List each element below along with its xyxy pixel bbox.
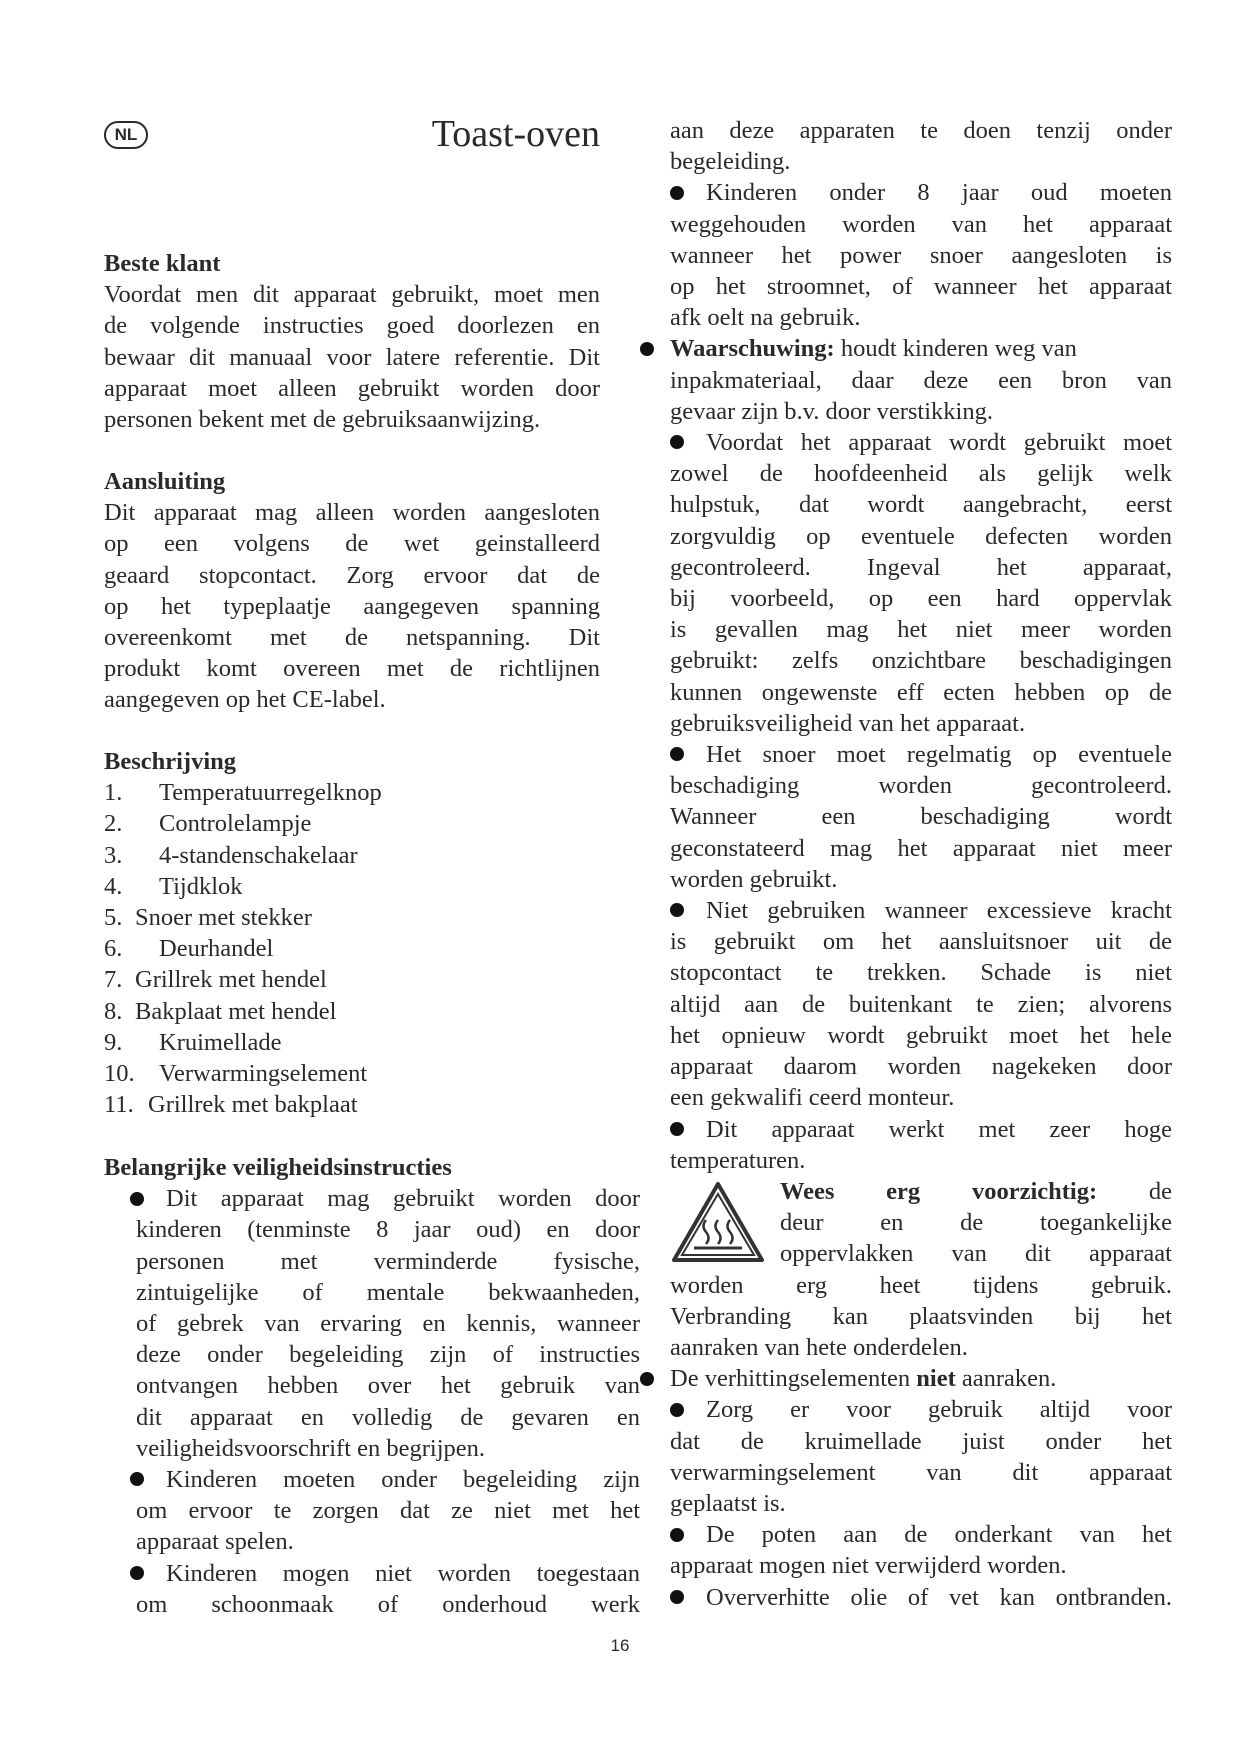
item-label: Temperatuurregelknop (159, 779, 382, 807)
language-badge: NL (104, 121, 148, 149)
bullet-icon (130, 1192, 144, 1206)
item-label: Controlelampje (159, 810, 312, 838)
bullet-icon (670, 903, 684, 917)
safety-bullet (136, 1558, 640, 1620)
intro-section (104, 248, 600, 435)
item-label: Deurhandel (159, 935, 274, 963)
careful-label: Wees erg voorzichtig: (780, 1177, 1098, 1205)
bullet-icon (670, 186, 684, 200)
item-number: 11. (104, 1091, 134, 1119)
item-number: 7. (104, 966, 123, 994)
bullet-line: of gebrek van ervaring en kennis, wanneer (136, 1310, 640, 1338)
item-number: 8. (104, 997, 123, 1025)
bullet-text: aanraken. (955, 1365, 1057, 1393)
careful-line: aanraken van hete onderdelen. (670, 1333, 968, 1361)
item-number: 2. (104, 810, 123, 838)
connection-line: geaard stopcontact. Zorg ervoor dat de (104, 561, 600, 589)
bullet-crumb-tray (670, 1394, 1172, 1519)
item-number: 5. (104, 904, 123, 932)
parts-list-item (104, 840, 600, 871)
bullet-line: wanneer het power snoer aangesloten is (670, 241, 1172, 269)
bullet-oil (670, 1582, 1172, 1613)
bullet-high-temperature (670, 1114, 1172, 1176)
careful-line: worden erg heet tijdens gebruik. (670, 1271, 1172, 1299)
item-label: Snoer met stekker (135, 904, 312, 932)
bullet-text: Voordat het apparaat wordt gebruikt moet (706, 429, 1172, 457)
bullet-text: Het snoer moet regelmatig op eventuele (706, 741, 1172, 769)
bullet-line: is gebruikt om het aansluitsnoer uit de (670, 928, 1172, 956)
bullet-line: geplaatst is. (670, 1489, 786, 1517)
bullet-line: gebruikt: zelfs onzichtbare beschadigingen (670, 647, 1172, 675)
connection-line: op een volgens de wet geinstalleerd (104, 530, 600, 558)
bullet-line: het opnieuw wordt gebruikt moet het hele (670, 1021, 1172, 1049)
connection-line: Dit apparaat mag alleen worden aangesloten (104, 499, 600, 527)
bullet-line: zorgvuldig op eventuele defecten worden (670, 522, 1172, 550)
bullet-line: dat de kruimellade juist onder het (670, 1427, 1172, 1455)
bullet-text: Kinderen moeten onder begeleiding zijn (166, 1466, 640, 1494)
connection-line: overeenkomt met de netspanning. Dit (104, 624, 600, 652)
bullet-line: weggehouden worden van het apparaat (670, 210, 1172, 238)
item-number: 10. (104, 1060, 135, 1088)
intro-line: apparaat moet alleen gebruikt worden door (104, 374, 600, 402)
bullet-line: apparaat mogen niet verwijderd worden. (670, 1552, 1067, 1580)
parts-list-item (104, 902, 600, 933)
safety-section-right (670, 115, 1172, 1613)
intro-heading: Beste klant (104, 250, 221, 277)
bullet-icon (670, 435, 684, 449)
parts-list (104, 777, 600, 1120)
bullet-line: dit apparaat en volledig de gevaren en (136, 1403, 640, 1431)
bullet-line: personen met verminderde fysische, (136, 1247, 640, 1275)
bullet-excessive-force (670, 895, 1172, 1113)
bullet-line: beschadiging worden gecontroleerd. (670, 772, 1172, 800)
parts-list-item (104, 1089, 600, 1120)
parts-list-item (104, 996, 600, 1027)
careful-line: deur en de toegankelijke (780, 1209, 1172, 1237)
bullet-line: een gekwalifi ceerd monteur. (670, 1084, 955, 1112)
item-number: 6. (104, 935, 123, 963)
connection-line: aangegeven op het CE-label. (104, 686, 386, 714)
item-label: Grillrek met bakplaat (148, 1091, 358, 1119)
bullet-line: gevaar zijn b.v. door verstikking. (670, 397, 993, 425)
safety-section-left (104, 1152, 644, 1620)
bullet-line: geconstateerd mag het apparaat niet meer (670, 834, 1172, 862)
bullet-icon (670, 1590, 684, 1604)
bullet-line: om schoonmaak of onderhoud werk (136, 1590, 640, 1618)
bullet-line: op het stroomnet, of wanneer het apparaat (670, 273, 1172, 301)
parts-list-item (104, 1027, 600, 1058)
bullet-icon (130, 1566, 144, 1580)
bullet-emphasis: niet (916, 1365, 956, 1393)
bullet-line: stopcontact te trekken. Schade is niet (670, 959, 1172, 987)
bullet-line: kinderen (tenminste 8 jaar oud) en door (136, 1216, 640, 1244)
bullet-text: Kinderen mogen niet worden toegestaan (166, 1559, 640, 1587)
connection-section (104, 466, 600, 716)
intro-line: Voordat men dit apparaat gebruikt, moet men (104, 281, 600, 309)
item-label: Verwarmingselement (159, 1060, 368, 1088)
parts-list-item (104, 777, 600, 808)
item-number: 9. (104, 1028, 123, 1056)
connection-line: produkt komt overeen met de richtlijnen (104, 655, 600, 683)
bullet-line: altijd aan de buitenkant te zien; alvorens (670, 990, 1172, 1018)
bullet-warning (670, 333, 1172, 427)
bullet-line: veiligheidsvoorschrift en begrijpen. (136, 1434, 486, 1462)
bullet-feet (670, 1519, 1172, 1581)
bullet-icon (670, 747, 684, 761)
item-number: 1. (104, 779, 123, 807)
warning-label: Waarschuwing: (670, 335, 835, 363)
item-number: 4. (104, 872, 123, 900)
intro-line: personen bekent met de gebruiksaanwijzing. (104, 406, 541, 434)
connection-line: op het typeplaatje aangegeven spanning (104, 592, 600, 620)
bullet-check-defects (670, 427, 1172, 739)
bullet-icon (640, 1372, 654, 1386)
item-label: Tijdklok (159, 872, 243, 900)
page-title: Toast-oven (431, 113, 600, 155)
bullet-text: Dit apparaat mag gebruikt worden door (166, 1185, 640, 1213)
bullet-children-8 (670, 177, 1172, 333)
parts-list-item (104, 1058, 600, 1089)
bullet-line: Wanneer een beschadiging wordt (670, 803, 1172, 831)
bullet-icon (130, 1472, 144, 1486)
parts-list-item (104, 871, 600, 902)
safety-heading: Belangrijke veiligheidsinstructies (104, 1154, 452, 1181)
bullet-line: worden gebruikt. (670, 865, 838, 893)
bullet-line: gecontroleerd. Ingeval het apparaat, (670, 553, 1172, 581)
bullet-line: zowel de hoofdeenheid als gelijk welk (670, 460, 1172, 488)
parts-list-item (104, 964, 600, 995)
bullet-text: Dit apparaat werkt met zeer hoge (706, 1115, 1172, 1143)
hot-surface-warning-icon (670, 1180, 766, 1264)
parts-list-item (104, 933, 600, 964)
description-heading: Beschrijving (104, 748, 237, 775)
careful-line: oppervlakken van dit apparaat (780, 1240, 1172, 1268)
item-label: Kruimellade (159, 1028, 282, 1056)
bullet-text: Zorg er voor gebruik altijd voor (706, 1396, 1172, 1424)
bullet-line: om ervoor te zorgen dat ze niet met het (136, 1497, 640, 1525)
bullet-text: Niet gebruiken wanneer excessieve kracht (706, 897, 1172, 925)
bullet-line: ontvangen hebben over het gebruik van (136, 1372, 640, 1400)
bullet-line: afk oelt na gebruik. (670, 304, 861, 332)
bullet-line: hulpstuk, dat wordt aangebracht, eerst (670, 491, 1172, 519)
bullet-line: zintuigelijke of mentale bekwaanheden, (136, 1278, 640, 1306)
item-label: 4-standenschakelaar (159, 841, 358, 869)
item-number: 3. (104, 841, 123, 869)
bullet-line: verwarmingselement van dit apparaat (670, 1458, 1172, 1486)
safety-bullet (136, 1464, 640, 1558)
bullet-line: gebruiksveiligheid van het apparaat. (670, 709, 1026, 737)
bullet-icon (640, 342, 654, 356)
bullet-icon (670, 1122, 684, 1136)
bullet-line: is gevallen mag het niet meer worden (670, 616, 1172, 644)
bullet-icon (670, 1403, 684, 1417)
careful-text: de (1097, 1177, 1173, 1205)
bullet-line: apparaat daarom worden nagekeken door (670, 1053, 1172, 1081)
item-label: Grillrek met hendel (135, 966, 327, 994)
bullet-line: apparaat spelen. (136, 1528, 294, 1556)
bullet-heating-elements (670, 1363, 1172, 1394)
bullet-text: De verhittingselementen (670, 1365, 917, 1393)
bullet-text: Kinderen onder 8 jaar oud moeten (706, 179, 1172, 207)
bullet-text: Oververhitte olie of vet kan ontbranden. (706, 1583, 1172, 1611)
intro-line: de volgende instructies goed doorlezen en (104, 312, 600, 340)
continued-line: aan deze apparaten te doen tenzij onder (670, 117, 1172, 144)
connection-heading: Aansluiting (104, 468, 226, 495)
bullet-line: bij voorbeeld, op een hard oppervlak (670, 585, 1172, 613)
bullet-cord-check (670, 739, 1172, 895)
page-number: 16 (610, 1636, 630, 1655)
intro-line: bewaar dit manuaal voor latere referentie. Dit (104, 343, 600, 371)
continued-line: begeleiding. (670, 148, 791, 176)
bullet-line: deze onder begeleiding zijn of instructies (136, 1341, 640, 1369)
bullet-icon (670, 1528, 684, 1542)
bullet-text: houdt kinderen weg van (834, 335, 1077, 363)
bullet-line: inpakmateriaal, daar deze een bron van (670, 366, 1172, 394)
safety-bullets-left (104, 1183, 640, 1620)
bullet-text: De poten aan de onderkant van het (706, 1521, 1172, 1549)
careful-hot-surface (670, 1176, 1172, 1363)
safety-bullet (136, 1183, 640, 1464)
bullet-line: temperaturen. (670, 1146, 806, 1174)
careful-line: Verbranding kan plaatsvinden bij het (670, 1302, 1172, 1330)
parts-list-item (104, 808, 600, 839)
item-label: Bakplaat met hendel (135, 997, 337, 1025)
description-section (104, 746, 600, 1120)
bullet-line: kunnen ongewenste eff ecten hebben op de (670, 678, 1172, 706)
